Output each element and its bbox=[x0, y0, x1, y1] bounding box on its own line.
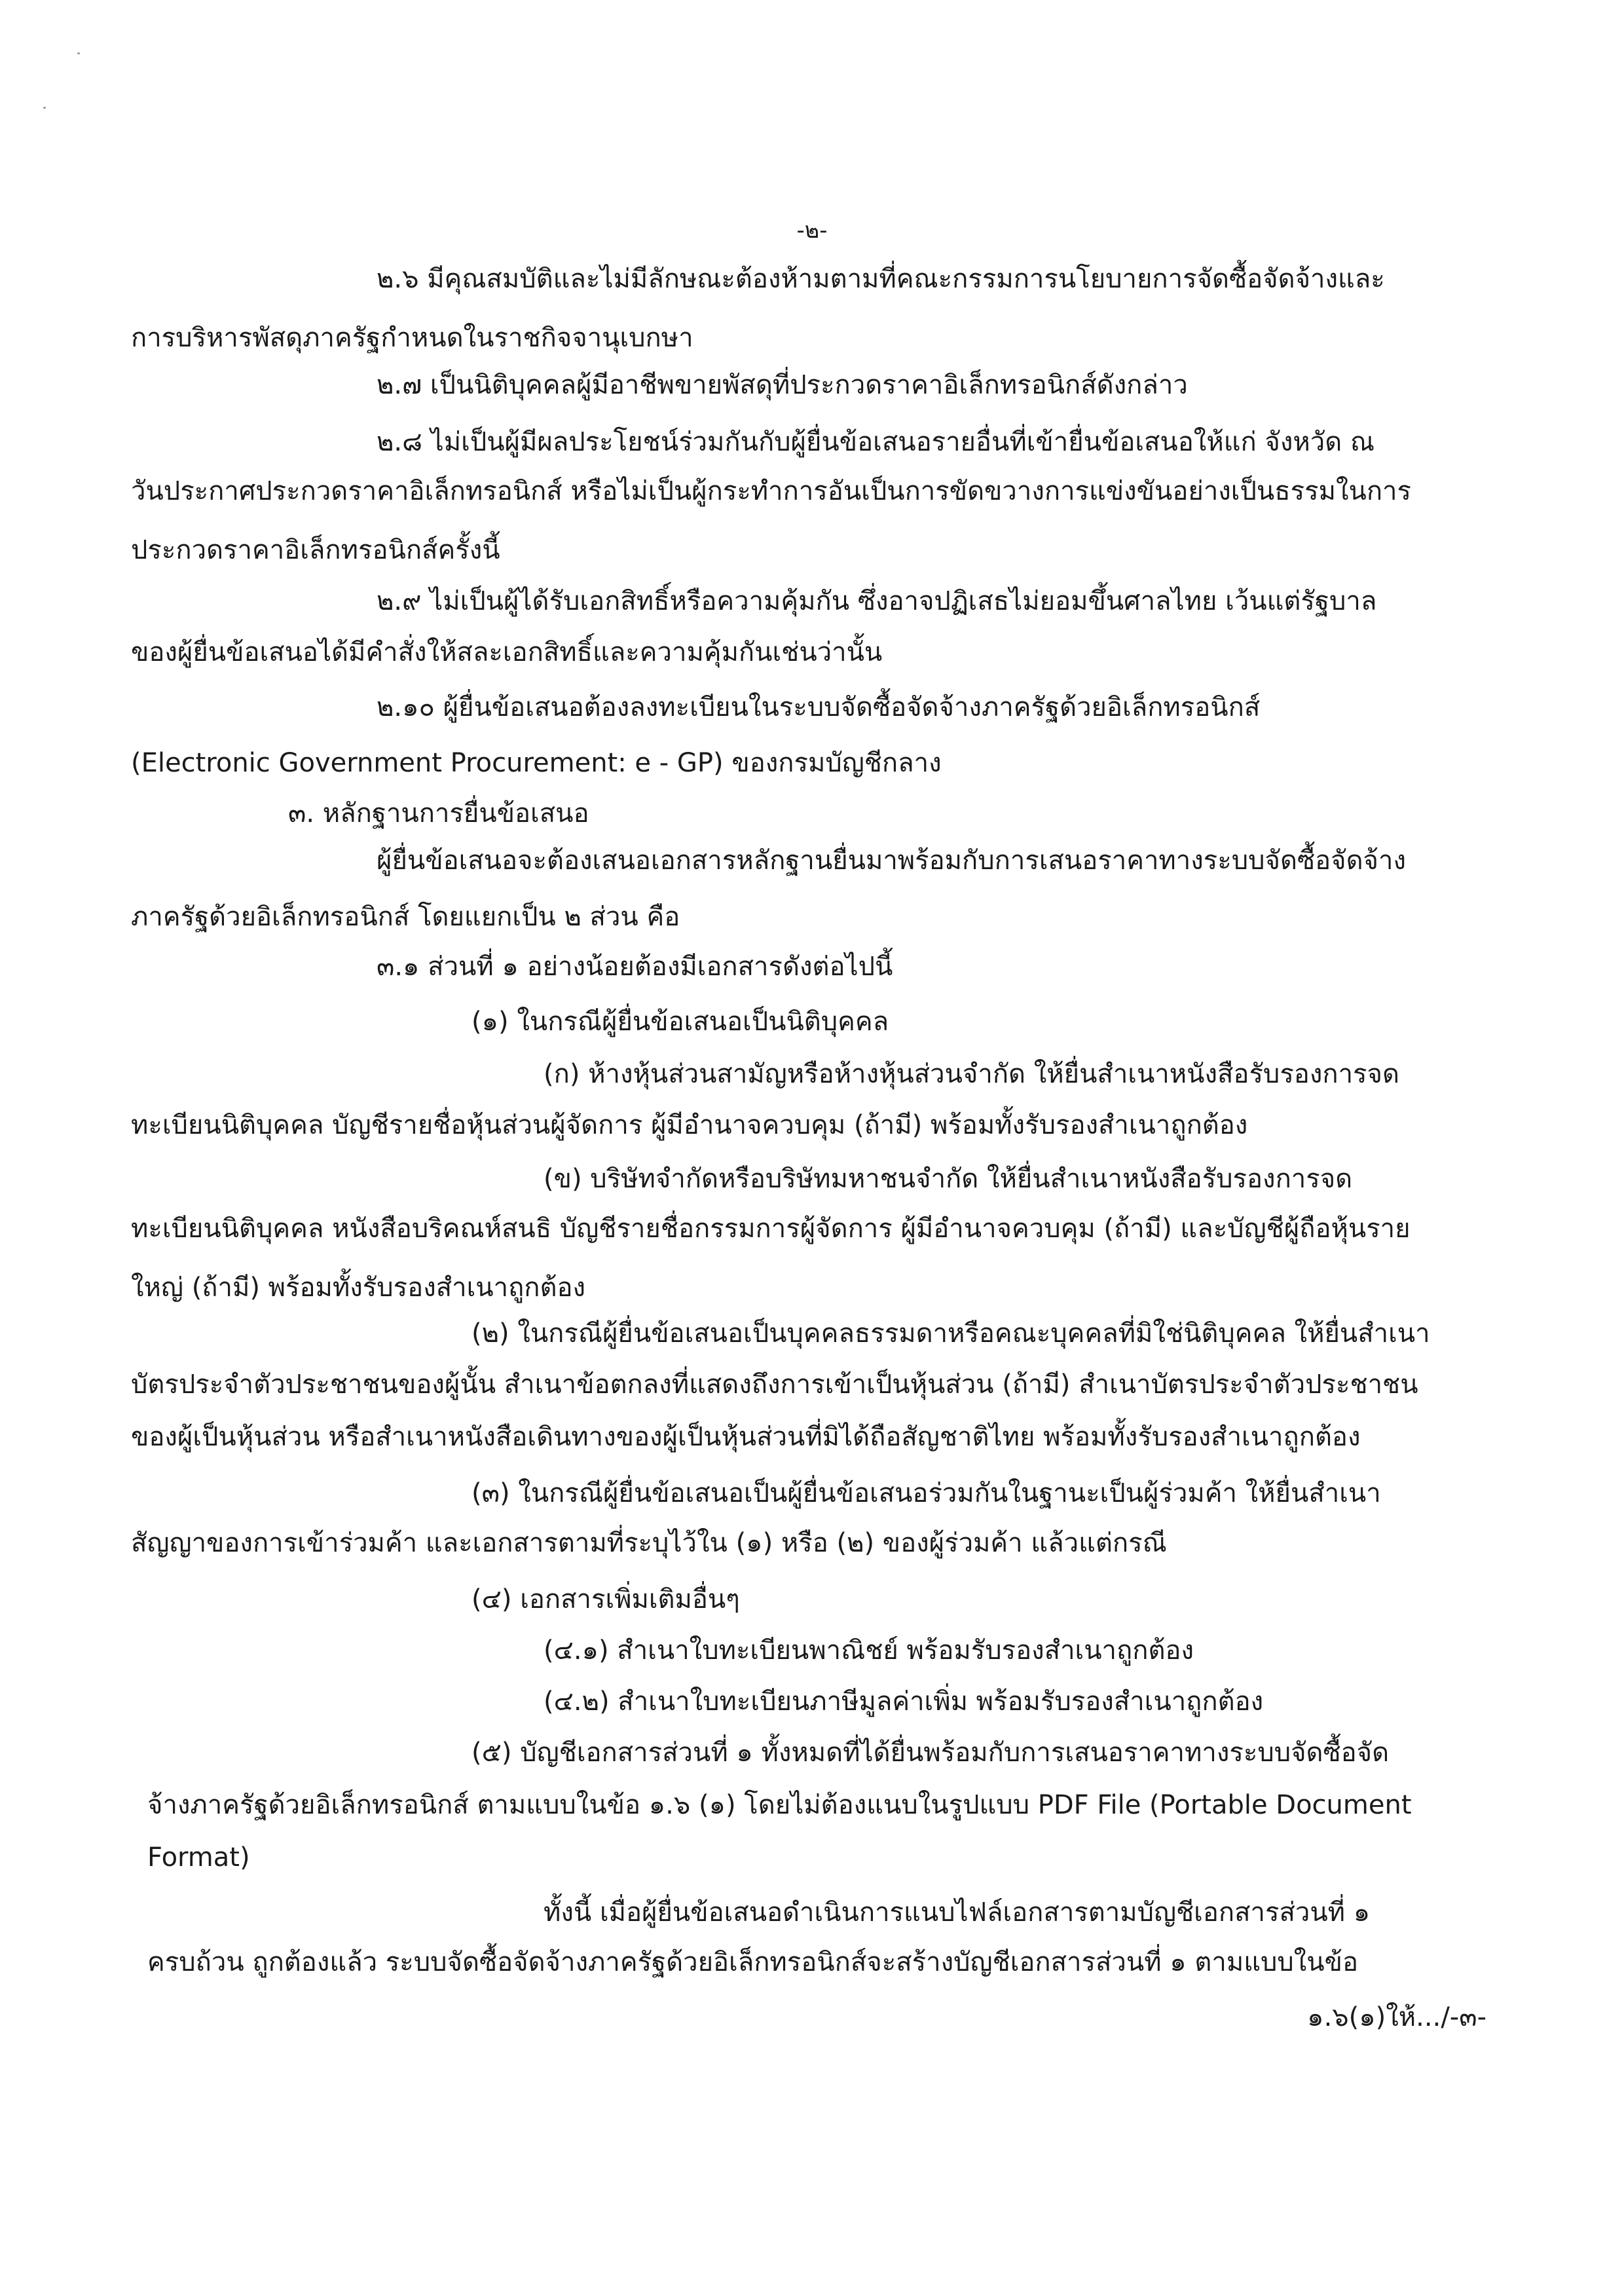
paragraph-line: (๒) ในกรณีผู้ยื่นข้อเสนอเป็นบุคคลธรรมดาหรือคณะบุคคลที่มิใช่นิติบุคคล ให้ยื่นสำเนา bbox=[471, 1318, 1430, 1349]
paragraph-line: Format) bbox=[147, 1842, 250, 1873]
paragraph-line: ๒.๖ มีคุณสมบัติและไม่มีลักษณะต้องห้ามตามที่คณะกรรมการนโยบายการจัดซื้อจัดจ้างและ bbox=[377, 264, 1385, 294]
scan-speck bbox=[43, 107, 46, 109]
paragraph-line: (๔.๒) สำเนาใบทะเบียนภาษีมูลค่าเพิ่ม พร้อมรับรองสำเนาถูกต้อง bbox=[544, 1687, 1264, 1717]
continuation-note: ๑.๖(๑)ให้.../-๓- bbox=[1307, 2002, 1486, 2032]
paragraph-line: (๓) ในกรณีผู้ยื่นข้อเสนอเป็นผู้ยื่นข้อเสนอร่วมกันในฐานะเป็นผู้ร่วมค้า ให้ยื่นสำเนา bbox=[471, 1478, 1381, 1508]
scan-speck bbox=[77, 52, 80, 54]
paragraph-line: สัญญาของการเข้าร่วมค้า และเอกสารตามที่ระบุไว้ใน (๑) หรือ (๒) ของผู้ร่วมค้า แล้วแต่กรณี bbox=[131, 1528, 1167, 1558]
paragraph-line: (๔) เอกสารเพิ่มเติมอื่นๆ bbox=[471, 1584, 740, 1614]
paragraph-line: จ้างภาครัฐด้วยอิเล็กทรอนิกส์ ตามแบบในข้อ ๑.๖ (๑) โดยไม่ต้องแนบในรูปแบบ PDF File (Portable Document bbox=[147, 1790, 1412, 1820]
paragraph-line: ของผู้ยื่นข้อเสนอได้มีคำสั่งให้สละเอกสิทธิ์และความคุ้มกันเช่นว่านั้น bbox=[131, 637, 883, 667]
section-heading: ๓. หลักฐานการยื่นข้อเสนอ bbox=[288, 798, 589, 829]
paragraph-line: ของผู้เป็นหุ้นส่วน หรือสำเนาหนังสือเดินทางของผู้เป็นหุ้นส่วนที่มิได้ถือสัญชาติไทย พร้อมทั้งรับรองสำเนาถูกต้อง bbox=[131, 1422, 1361, 1452]
paragraph-line: ทั้งนี้ เมื่อผู้ยื่นข้อเสนอดำเนินการแนบไฟล์เอกสารตามบัญชีเอกสารส่วนที่ ๑ bbox=[544, 1897, 1371, 1928]
paragraph-line: ภาครัฐด้วยอิเล็กทรอนิกส์ โดยแยกเป็น ๒ ส่วน คือ bbox=[131, 902, 680, 932]
paragraph-line: ๒.๗ เป็นนิติบุคคลผู้มีอาชีพขายพัสดุที่ประกวดราคาอิเล็กทรอนิกส์ดังกล่าว bbox=[377, 370, 1188, 400]
paragraph-line: ผู้ยื่นข้อเสนอจะต้องเสนอเอกสารหลักฐานยื่นมาพร้อมกับการเสนอราคาทางระบบจัดซื้อจัดจ้าง bbox=[377, 846, 1406, 876]
paragraph-line: (Electronic Government Procurement: e - GP) ของกรมบัญชีกลาง bbox=[131, 748, 942, 778]
paragraph-line: ๓.๑ ส่วนที่ ๑ อย่างน้อยต้องมีเอกสารดังต่อไปนี้ bbox=[377, 952, 893, 982]
paragraph-line: (ก) ห้างหุ้นส่วนสามัญหรือห้างหุ้นส่วนจำกัด ให้ยื่นสำเนาหนังสือรับรองการจด bbox=[544, 1059, 1399, 1089]
paragraph-line: ทะเบียนนิติบุคคล บัญชีรายชื่อหุ้นส่วนผู้จัดการ ผู้มีอำนาจควบคุม (ถ้ามี) พร้อมทั้งรับรองสำเนาถูกต้อง bbox=[131, 1110, 1248, 1140]
paragraph-line: (๑) ในกรณีผู้ยื่นข้อเสนอเป็นนิติบุคคล bbox=[471, 1007, 889, 1037]
paragraph-line: (๕) บัญชีเอกสารส่วนที่ ๑ ทั้งหมดที่ได้ยื่นพร้อมกับการเสนอราคาทางระบบจัดซื้อจัด bbox=[471, 1738, 1390, 1768]
paragraph-line: วันประกาศประกวดราคาอิเล็กทรอนิกส์ หรือไม่เป็นผู้กระทำการอันเป็นการขัดขวางการแข่งขันอย่างเป็นธรรมในการ bbox=[131, 476, 1411, 506]
paragraph-line: การบริหารพัสดุภาครัฐกำหนดในราชกิจจานุเบกษา bbox=[131, 323, 693, 353]
paragraph-line: ครบถ้วน ถูกต้องแล้ว ระบบจัดซื้อจัดจ้างภาครัฐด้วยอิเล็กทรอนิกส์จะสร้างบัญชีเอกสารส่วนที่ ๑ ตามแบบในข้อ bbox=[147, 1947, 1359, 1977]
paragraph-line: ใหญ่ (ถ้ามี) พร้อมทั้งรับรองสำเนาถูกต้อง bbox=[131, 1273, 586, 1303]
paragraph-line: ๒.๑๐ ผู้ยื่นข้อเสนอต้องลงทะเบียนในระบบจัดซื้อจัดจ้างภาครัฐด้วยอิเล็กทรอนิกส์ bbox=[377, 692, 1261, 722]
paragraph-line: บัตรประจำตัวประชาชนของผู้นั้น สำเนาข้อตกลงที่แสดงถึงการเข้าเป็นหุ้นส่วน (ถ้ามี) สำเนาบัตรประจำตัวประชาชน bbox=[131, 1370, 1418, 1400]
paragraph-line: ประกวดราคาอิเล็กทรอนิกส์ครั้งนี้ bbox=[131, 535, 500, 565]
paragraph-line: ทะเบียนนิติบุคคล หนังสือบริคณห์สนธิ บัญชีรายชื่อกรรมการผู้จัดการ ผู้มีอำนาจควบคุม (ถ้ามี) และบัญชีผู้ถือหุ้นราย bbox=[131, 1214, 1411, 1244]
paragraph-line: (ข) บริษัทจำกัดหรือบริษัทมหาชนจำกัด ให้ยื่นสำเนาหนังสือรับรองการจด bbox=[544, 1164, 1353, 1194]
paragraph-line: ๒.๙ ไม่เป็นผู้ได้รับเอกสิทธิ์หรือความคุ้มกัน ซึ่งอาจปฏิเสธไม่ยอมขึ้นศาลไทย เว้นแต่รัฐบาล bbox=[377, 586, 1377, 616]
page-number: -๒- bbox=[796, 217, 828, 244]
paragraph-line: (๔.๑) สำเนาใบทะเบียนพาณิชย์ พร้อมรับรองสำเนาถูกต้อง bbox=[544, 1635, 1194, 1666]
paragraph-line: ๒.๘ ไม่เป็นผู้มีผลประโยชน์ร่วมกันกับผู้ยื่นข้อเสนอรายอื่นที่เข้ายื่นข้อเสนอให้แก่ จังหวัด ณ bbox=[377, 427, 1375, 457]
